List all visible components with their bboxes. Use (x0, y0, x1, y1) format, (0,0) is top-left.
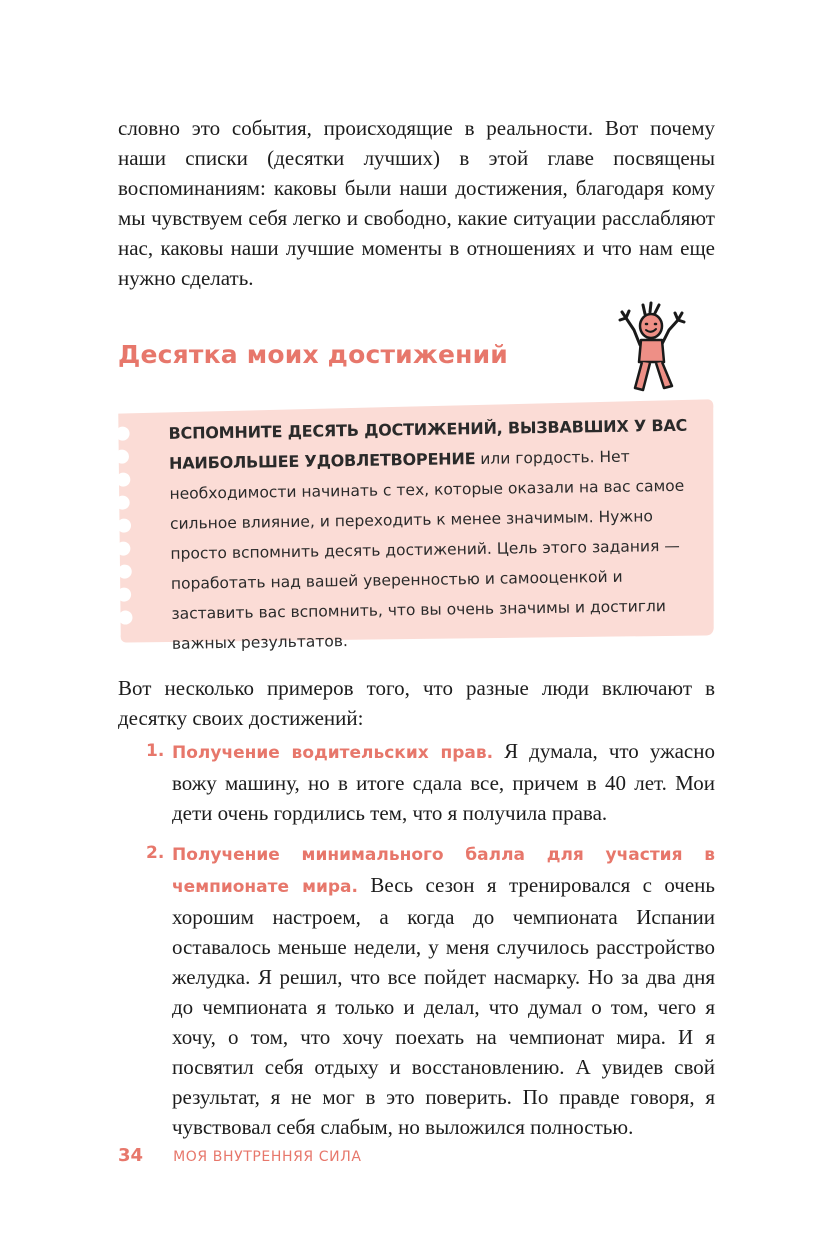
example-item-number: 1. (146, 741, 165, 761)
example-item-body (172, 736, 715, 828)
example-item-text: Я думала, что ужасно вожу машину, но в итоге сдала все, причем в 40 лет. Мои дети очень гордились тем, что я получила права. (172, 739, 715, 825)
example-item-2 (118, 838, 715, 1142)
page-footer (118, 1145, 362, 1166)
example-item-body (172, 838, 715, 1142)
examples-intro: Вот несколько примеров того, что разные люди включают в десятку своих достижений: (118, 676, 715, 730)
example-item-1 (118, 736, 715, 828)
example-item-title: Получение водительских прав. (172, 743, 494, 763)
exercise-note-card (112, 396, 718, 653)
example-item-number: 2. (146, 843, 165, 863)
exercise-body: или гордость. Нет необходимости начинать с тех, которые оказали на вас самое сильное влияние, и переходить к менее значимым. Нужно просто вспомнить десять достижений. Цель этого задания — поработать над вашей уверенностью и самооценкой и заставить вас вспомнить, что вы очень значимы и достигли важных результатов. (169, 447, 685, 653)
example-item-title: Получение минимального балла для участия в чемпионате мира. (172, 845, 715, 897)
example-item-text: Весь сезон я тренировался с очень хорошим настроем, а когда до чемпионата Испании оставалось меньше недели, у меня случилось расстройство желудка. Я решил, что все пойдет насмарку. Но за два дня до чемпионата я только и делал, что думал о том, чего я хочу, о том, что хочу поехать на чемпионат мира. И я посвятил себя отдыху и восстановлению. А увидев свой результат, я не мог в это поверить. По правде говоря, я чувствовал себя слабым, но выложился полностью. (172, 873, 715, 1139)
intro-paragraph: словно это события, происходящие в реальности. Вот почему наши списки (десятки лучших) в этой главе посвящены воспоминаниям: каковы были наши достижения, благодаря кому мы чувствуем себя легко и свободно, какие ситуации расслабляют нас, каковы наши лучшие моменты в отношениях и что нам еще нужно сделать. (118, 116, 715, 290)
exercise-heading: ВСПОМНИТЕ ДЕСЯТЬ ДОСТИЖЕНИЙ, ВЫЗВАВШИХ У ВАС НАИБОЛЬШЕЕ УДОВЛЕТВОРЕНИЕ (168, 415, 688, 473)
section-title: Десятка моих достижений (118, 340, 509, 369)
cheering-stick-figure-icon (612, 300, 692, 395)
page-number: 34 (118, 1145, 144, 1166)
running-book-title: МОЯ ВНУТРЕННЯЯ СИЛА (173, 1149, 362, 1165)
exercise-note-text (168, 411, 702, 659)
examples-list (118, 736, 715, 1152)
